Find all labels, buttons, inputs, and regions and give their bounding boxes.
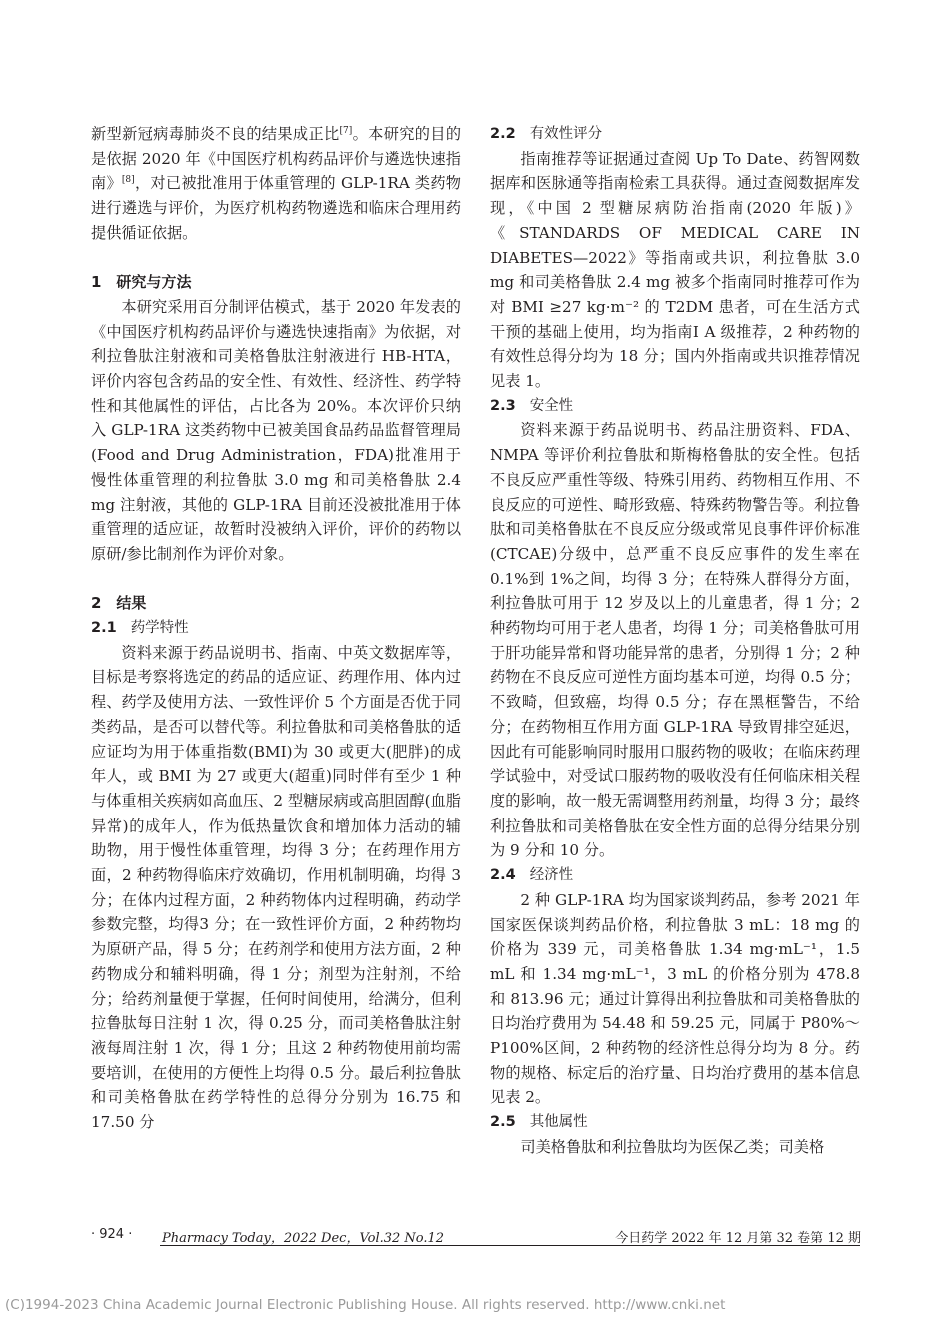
journal-name-chinese: 今日药学 2022 年 12 月第 32 卷第 12 期 bbox=[615, 1231, 861, 1246]
section-2-2-paragraph: 指南推荐等证据通过查阅 Up To Date、药智网数据库和医脉通等指南检索工具获得。通过查阅数据库发现，《中国 2 型糖尿病防治指南(2020 年版)》《STANDARDS OF MEDICAL CARE IN DIABETES—2022》等指南或共识，利拉鲁肽 3.0 mg 和司美格鲁肽 2.4 mg 被多个指南同时推荐可作为对 BMI ≥27 kg·m⁻² 的 T2DM 患者，可在生活方式干预的基础上使用，均为指南Ⅰ A 级推荐，2 种药物的有效性总得分均为 18 分；国内外指南或共识推荐情况见表 1。 bbox=[490, 149, 860, 391]
section-2-heading: 2 结果 bbox=[91, 594, 147, 613]
section-2-5-heading: 2.5 其他属性 bbox=[490, 1114, 588, 1131]
left-column bbox=[91, 122, 461, 1135]
section-2-3-paragraph: 资料来源于药品说明书、药品注册资料、FDA、NMPA 等评价利拉鲁肽和斯梅格鲁肽的安全性。包括不良反应严重性等级、特殊引用药、药物相互作用、不良反应的可逆性、畸形致癌、特殊药物警告等。利拉鲁肽和司美格鲁肽在不良反应分级或常见良事件评价标准(CTCAE)分级中，总严重不良反应事件的发生率在 0.1%到 1%之间，均得 3 分；在特殊人群得分方面，利拉鲁肽可用于 12 岁及以上的儿童患者，得 1 分；2 种药物均可用于老人患者，均得 1 分；司美格鲁肽可用于肝功能异常和肾功能异常的患者，分别得 1 分；2 种药物在不良反应可逆性方面均基本可逆，均得 0.5 分；不致畸，但致癌，均得 0.5 分；存在黑框警告，不给分；在药物相互作用方面 GLP-1RA 导致胃排空延迟，因此有可能影响同时服用口服药物的吸收；在临床药理学试验中，对受试口服药物的吸收没有任何临床相关程度的影响，故一般无需调整用药剂量，均得 3 分；最终利拉鲁肽和司美格鲁肽在安全性方面的总得分结果分别为 9 分和 10 分。 bbox=[490, 421, 860, 860]
section-2-2-heading: 2.2 有效性评分 bbox=[490, 126, 603, 142]
page-number: · 924 · bbox=[91, 1227, 133, 1242]
copyright-notice: (C)1994-2023 China Academic Journal Electronic Publishing House. All rights reserved. http://www.cnki.net bbox=[5, 1297, 726, 1313]
section-1-paragraph: 本研究采用百分制评估模式，基于 2020 年发表的《中国医疗机构药品评价与遴选快速指南》为依据，对利拉鲁肽注射液和司美格鲁肽注射液进行 HB-HTA，评价内容包含药品的安全性、有效性、经济性、药学特性和其他属性的评估，占比各为 20%。本次评价只纳入 GLP-1RA 这类药物中已被美国食品药品监督管理局(Food and Drug Administration，FDA)批准用于慢性体重管理的利拉鲁肽 3.0 mg 和司美格鲁肽 2.4 mg 注射液，其他的 GLP-1RA 目前还没被批准用于体重管理的适应证，故暂时没被纳入评价，评价的药物以原研/参比制剂作为评价对象。 bbox=[91, 297, 461, 563]
intro-paragraph: 新型新冠病毒肺炎不良的结果成正比[7]。本研究的目的是依据 2020 年《中国医疗机构药品评价与遴选快速指南》[8]，对已被批准用于体重管理的 GLP-1RA 类药物进行遴选与评价，为医疗机构药物遴选和临床合理用药提供循证依据。 bbox=[91, 125, 462, 242]
section-1-heading: 1 研究与方法 bbox=[91, 273, 192, 292]
page-footer bbox=[91, 1227, 861, 1245]
citation-8[interactable]: [8] bbox=[121, 175, 135, 186]
section-2-4-paragraph: 2 种 GLP-1RA 均为国家谈判药品，参考 2021 年国家医保谈判药品价格，利拉鲁肽 3 mL：18 mg 的价格为 339 元，司美格鲁肽 1.34 mg·mL⁻¹，1.5 mL 和 1.34 mg·mL⁻¹，3 mL 的价格分别为 478.8 和 813.96 元；通过计算得出利拉鲁肽和司美格鲁肽的日均治疗费用为 54.48 和 59.25 元，同属于 P80%～P100%区间，2 种药物的经济性总得分均为 8 分。药物的规格、标定后的治疗量、日均治疗费用的基本信息见表 2。 bbox=[490, 890, 860, 1107]
section-2-3-heading: 2.3 安全性 bbox=[490, 397, 574, 414]
section-2-1-paragraph: 资料来源于药品说明书、指南、中英文数据库等，目标是考察将选定的药品的适应证、药理作用、体内过程、药学及使用方法、一致性评价 5 个方面是否优于同类药品，是否可以替代等。利拉鲁肽和司美格鲁肽的适应证均为用于体重指数(BMI)为 30 或更大(肥胖)的成年人，或 BMI 为 27 或更大(超重)同时伴有至少 1 种与体重相关疾病如高血压、2 型糖尿病或高胆固醇(血脂异常)的成年人，作为低热量饮食和增加体力活动的辅助物，用于慢性体重管理，均得 3 分；在药理作用方面，2 种药物得临床疗效确切，作用机制明确，均得 3 分；在体内过程方面，2 种药物体内过程明确，药动学参数完整，均得3 分；在一致性评价方面，2 种药物均为原研产品，得 5 分；在药剂学和使用方法方面，2 种药物成分和辅料明确，得 1 分；剂型为注射剂，不给分；给药剂量便于掌握，任何时间使用，给满分，但利拉鲁肽每日注射 1 次，得 0.25 分，而司美格鲁肽注射液每周注射 1 次，得 1 分；且这 2 种药物使用前均需要培训，在使用的方便性上均得 0.5 分。最后利拉鲁肽和司美格鲁肽在药学特性的总得分分别为 16.75 和 17.50 分 bbox=[91, 643, 461, 1132]
footer-rule bbox=[160, 1245, 860, 1246]
section-2-4-heading: 2.4 经济性 bbox=[490, 867, 574, 884]
right-column bbox=[490, 122, 860, 1160]
citation-7[interactable]: [7] bbox=[339, 125, 353, 136]
journal-name-english: Pharmacy Today，2022 Dec，Vol.32 No.12 bbox=[162, 1231, 445, 1246]
section-2-1-heading: 2.1 药学特性 bbox=[91, 620, 189, 637]
section-2-5-paragraph: 司美格鲁肽和利拉鲁肽均为医保乙类；司美格 bbox=[520, 1137, 825, 1156]
